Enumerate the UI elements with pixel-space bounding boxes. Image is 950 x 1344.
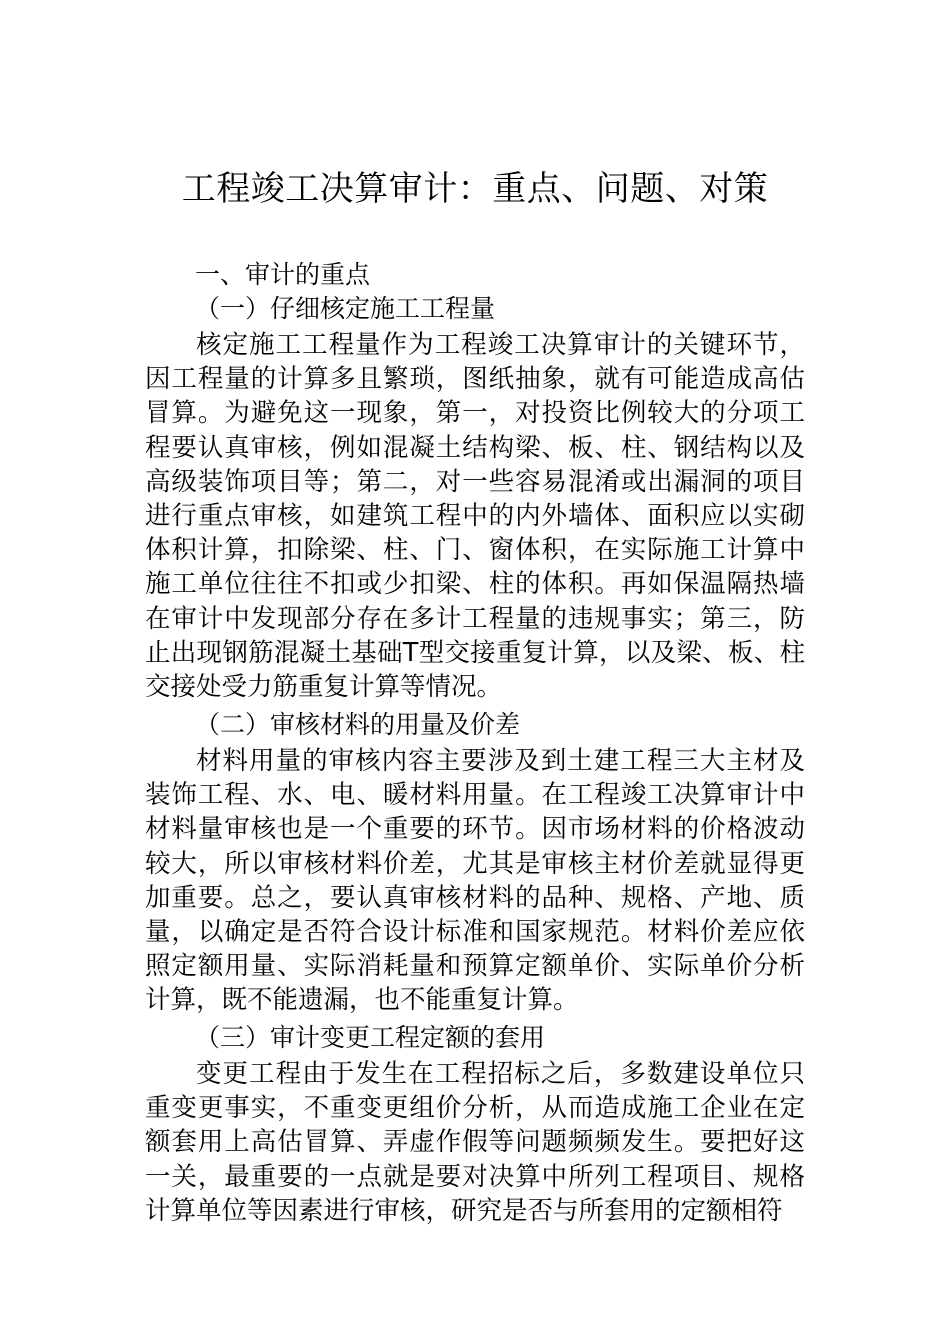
subsection-heading-2: （二）审核材料的用量及价差 bbox=[195, 710, 521, 739]
subsection-heading-1: （一）仔细核定施工工程量 bbox=[195, 294, 496, 323]
paragraph-2: 材料用量的审核内容主要涉及到土建工程三大主材及装饰工程、水、电、暖材料用量。在工程竣工决算审计中材料量审核也是一个重要的环节。因市场材料的价格波动较大，所以审核材料价差，尤其是审核主材价差就显得更加重要。总之，要认真审核材料的品种、规格、产地、质量，以确定是否符合设计标准和国家规范。材料价差应依照定额用量、实际消耗量和预算定额单价、实际单价分析计算，既不能遗漏，也不能重复计算。 bbox=[145, 746, 805, 1016]
paragraph-3: 变更工程由于发生在工程招标之后，多数建设单位只重变更事实，不重变更组价分析，从而造成施工企业在定额套用上高估冒算、弄虚作假等问题频频发生。要把好这一关，最重要的一点就是要对决算中所列工程项目、规格计算单位等因素进行审核，研究是否与所套用的定额相符 bbox=[145, 1059, 805, 1226]
subsection-heading-3: （三）审计变更工程定额的套用 bbox=[195, 1023, 546, 1052]
section-heading: 一、审计的重点 bbox=[195, 260, 371, 289]
document-title: 工程竣工决算审计：重点、问题、对策 bbox=[181, 169, 769, 209]
paragraph-1: 核定施工工程量作为工程竣工决算审计的关键环节，因工程量的计算多且繁琐，图纸抽象，就有可能造成高估冒算。为避免这一现象，第一，对投资比例较大的分项工程要认真审核，例如混凝土结构梁、板、柱、钢结构以及高级装饰项目等；第二，对一些容易混淆或出漏洞的项目进行重点审核，如建筑工程中的内外墙体、面积应以实砌体积计算，扣除梁、柱、门、窗体积，在实际施工计算中施工单位往往不扣或少扣梁、柱的体积。再如保温隔热墙在审计中发现部分存在多计工程量的违规事实；第三，防止出现钢筋混凝土基础T型交接重复计算，以及梁、板、柱交接处受力筋重复计算等情况。 bbox=[145, 330, 805, 703]
